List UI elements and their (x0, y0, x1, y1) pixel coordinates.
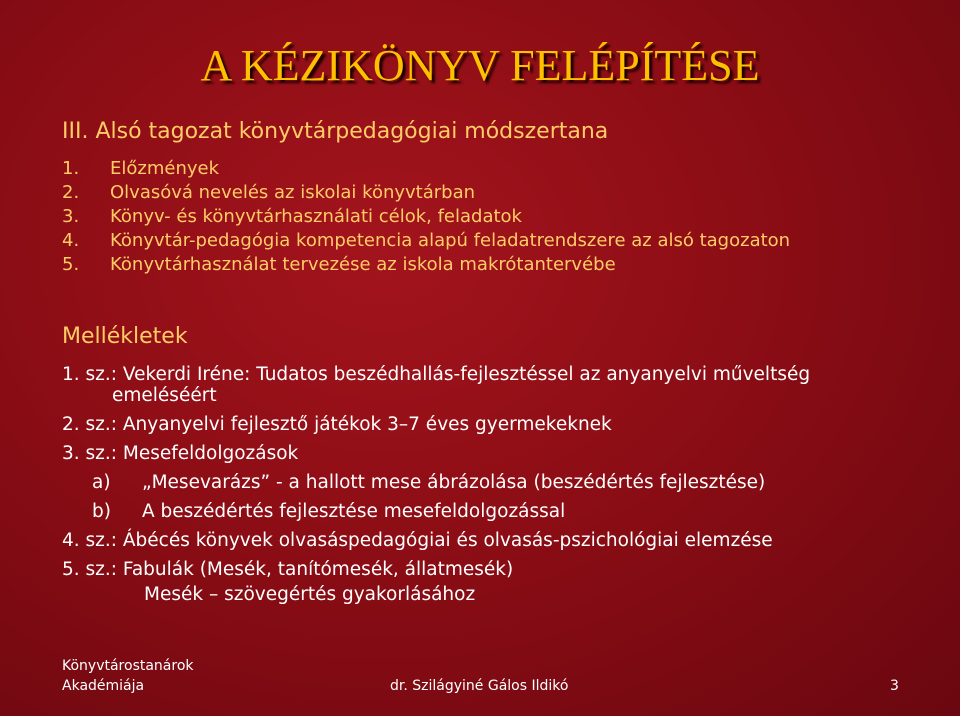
appendix-subitem-a: a) „Mesevarázs” - a hallott mese ábrázolása (beszédértés fejlesztése) (92, 472, 766, 493)
section-heading-mellekletek: Mellékletek (62, 324, 188, 349)
appendix-item-4: 4. sz.: Ábécés könyvek olvasáspedagógiai és olvasás-pszichológiai elemzése (62, 530, 773, 551)
list-item: 4. Könyvtár-pedagógia kompetencia alapú feladatrendszere az alsó tagozaton (62, 230, 791, 251)
appendix-subitem-b: b) A beszédértés fejlesztése mesefeldolgozással (92, 501, 566, 522)
footer-author: dr. Szilágyiné Gálos Ildikó (390, 678, 569, 694)
slide-title: A KÉZIKÖNYV FELÉPÍTÉSE (200, 41, 760, 90)
appendix-item-2: 2. sz.: Anyanyelvi fejlesztő játékok 3–7 éves gyermekeknek (62, 414, 612, 435)
footer-organization: Könyvtárostanárok Akadémiája (62, 658, 194, 694)
list-item: 2. Olvasóvá nevelés az iskolai könyvtárban (62, 182, 476, 203)
appendix-item-1: 1. sz.: Vekerdi Iréne: Tudatos beszédhallás-fejlesztéssel az anyanyelvi műveltség emeléséért (62, 364, 811, 406)
list-item: 3. Könyv- és könyvtárhasználati célok, feladatok (62, 206, 522, 227)
appendix-item-3: 3. sz.: Mesefeldolgozások (62, 443, 299, 464)
appendix-list (62, 364, 912, 605)
list-item: 1. Előzmények (62, 158, 220, 179)
list-item: 5. Könyvtárhasználat tervezése az iskola makrótantervébe (62, 254, 616, 275)
section-heading-iii: III. Alsó tagozat könyvtárpedagógiai módszertana (62, 119, 609, 144)
appendix-item-5: 5. sz.: Fabulák (Mesék, tanítómesék, állatmesék) (62, 559, 514, 580)
page-number: 3 (890, 678, 899, 694)
section-iii-list (62, 157, 902, 277)
appendix-item-5-continuation: Mesék – szövegértés gyakorlásához (144, 584, 476, 605)
